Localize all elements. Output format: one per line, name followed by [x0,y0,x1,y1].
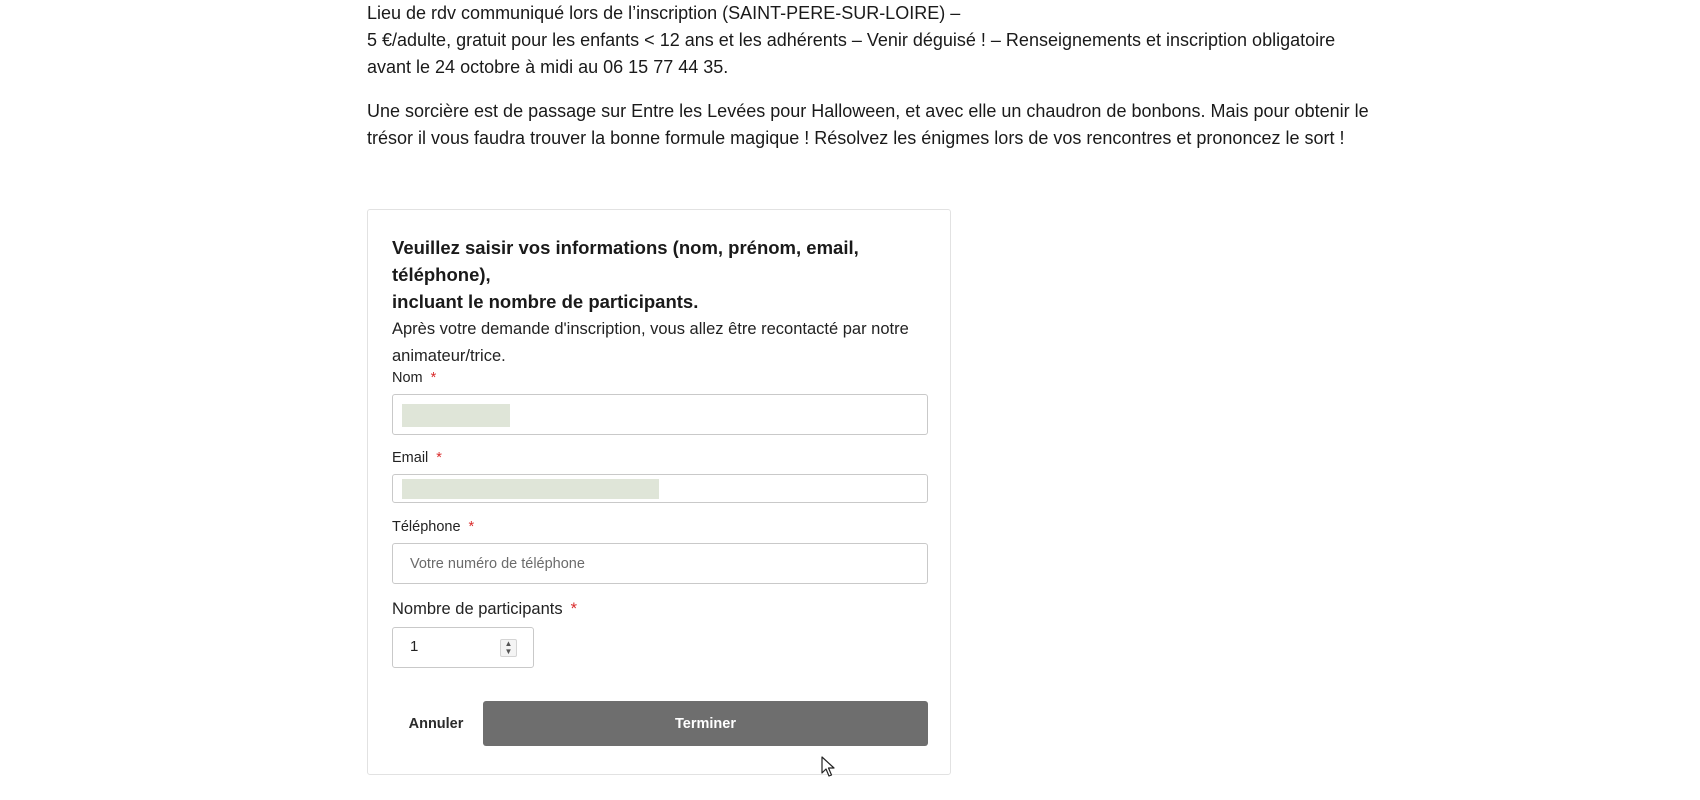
form-description: Après votre demande d'inscription, vous allez être recontacté par notre [392,320,909,338]
cancel-button[interactable]: Annuler [392,701,480,746]
required-marker: * [570,600,578,618]
participants-label-text: Nombre de participants [392,600,563,618]
telephone-label-text: Téléphone [392,519,461,535]
telephone-field[interactable] [392,543,928,584]
required-marker: * [436,450,442,466]
submit-button[interactable]: Terminer [483,701,928,746]
email-label [392,450,442,466]
email-field[interactable] [392,474,928,503]
intro-line: trésor il vous faudra trouver la bonne formule magique ! Résolvez les énigmes lors de vos rencontres et prononcez le sort ! [367,128,1345,148]
intro-line: 5 €/adulte, gratuit pour les enfants < 12 ans et les adhérents – Venir déguisé ! – Renseignements et inscription obligatoire [367,30,1336,50]
chevron-up-icon[interactable]: ▲ [504,639,513,648]
required-marker: * [468,519,475,535]
email-value-redacted [402,479,659,499]
spinner-buttons[interactable] [500,639,517,657]
chevron-down-icon[interactable]: ▼ [504,647,513,656]
nom-label [392,370,436,386]
form-heading: Veuillez saisir vos informations (nom, prénom, email, téléphone), [392,237,859,285]
form-header [392,234,928,370]
participants-label [392,600,577,619]
email-label-text: Email [392,450,429,466]
required-marker: * [430,370,437,386]
form-description: animateur/trice. [392,347,506,365]
event-description [367,0,1377,152]
intro-line: avant le 24 octobre à midi au 06 15 77 44 35. [367,57,729,77]
nom-field[interactable] [392,394,928,435]
telephone-label [392,519,474,535]
participants-value: 1 [410,638,419,655]
nom-label-text: Nom [392,370,423,386]
mouse-cursor-icon [821,756,835,778]
form-heading: incluant le nombre de participants. [392,291,699,312]
participants-stepper[interactable] [392,627,534,668]
nom-value-redacted [402,404,510,427]
intro-line: Une sorcière est de passage sur Entre les Levées pour Halloween, et avec elle un chaudron de bonbons. Mais pour obtenir le [367,101,1369,121]
telephone-input[interactable] [410,544,910,583]
intro-line: Lieu de rdv communiqué lors de l’inscription (SAINT-PERE-SUR-LOIRE) – [367,3,961,23]
registration-form [367,209,951,775]
